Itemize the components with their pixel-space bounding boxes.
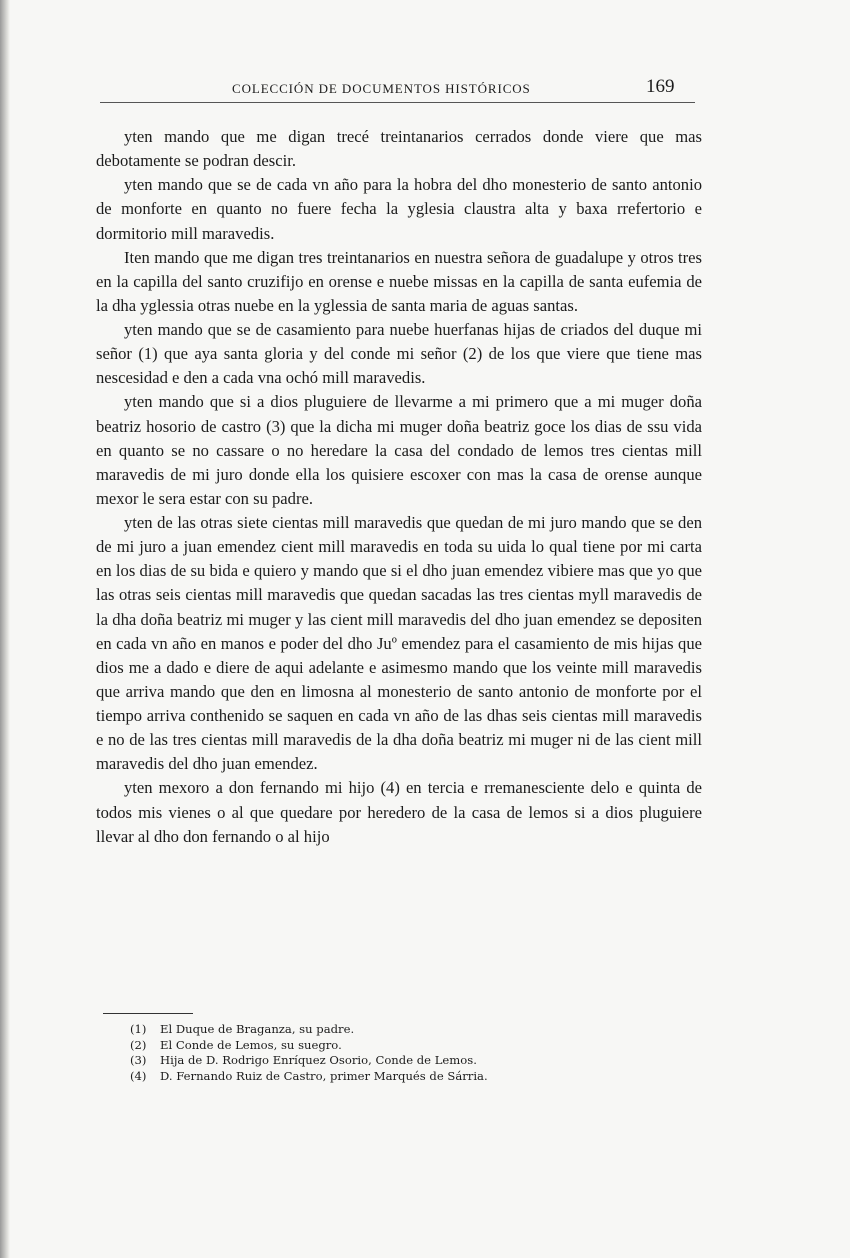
paragraph: yten mexoro a don fernando mi hijo (4) en tercia e rremanesciente delo e quinta de todos mis vienes o al que quedare por heredero de la casa de lemos si a dios pluguiere llevar al dho don fernando o al hijo	[96, 778, 702, 846]
footnote	[130, 1022, 650, 1038]
paragraph: yten mando que se de casamiento para nuebe huerfanas hijas de criados del duque mi señor (1) que aya santa gloria y del conde mi señor (2) de los que viere que tiene mas nescesidad e den a cada vna ochó mill maravedis.	[96, 320, 702, 388]
page-number: 169	[646, 76, 675, 97]
paragraph: yten mando que si a dios pluguiere de llevarme a mi primero que a mi muger doña beatriz hosorio de castro (3) que la dicha mi muger doña beatriz goce los dias de ssu vida en quanto se no cassare o no heredare la casa del condado de lemos tres cientas mill maravedis de mi juro donde ella los quisiere escoxer con mas la casa de orense aunque mexor le sera estar con su padre.	[96, 392, 702, 508]
paragraph: yten de las otras siete cientas mill maravedis que quedan de mi juro mando que se den de mi juro a juan emendez cient mill maravedis en toda su uida lo qual tiene por mi carta en los dias de su bida e quiero y mando que si el dho juan emendez vibiere mas que yo que las otras seis cientas mill maravedis que quedan sacadas las tres cientas myll maravedis de la dha doña beatriz mi muger y las cient mill maravedis del dho juan emendez se depositen en cada vn año en manos e poder del dho Juº emendez para el casamiento de mis hijas que dios me a dado e diere de aqui adelante e asimesmo mando que los veinte mill maravedis que arriva mando que den en limosna al monesterio de santo antonio de monforte por el tiempo arriva conthenido se saquen en cada vn año de las dhas seis cientas mill maravedis e no de las tres cientas mill maravedis de la dha doña beatriz mi muger ni de las cient mill maravedis del dho juan emendez.	[96, 513, 702, 774]
footnote	[130, 1038, 650, 1054]
footnote-number: (1)	[130, 1022, 147, 1036]
page-spine-shadow	[0, 0, 10, 1258]
paragraph: yten mando que me digan trecé treintanarios cerrados donde viere que mas debotamente se podran descir.	[96, 127, 702, 171]
footnote-text: D. Fernando Ruiz de Castro, primer Marqués de Sárria.	[160, 1068, 488, 1083]
footnote-separator	[103, 1013, 193, 1014]
footnote-text: El Duque de Braganza, su padre.	[160, 1022, 355, 1036]
footnotes	[130, 1022, 650, 1084]
footnote-number: (3)	[130, 1053, 147, 1067]
footnote	[130, 1053, 650, 1069]
body-text	[96, 125, 702, 849]
footnote-number: (4)	[130, 1068, 147, 1083]
paragraph: yten mando que se de cada vn año para la hobra del dho monesterio de santo antonio de monforte en quanto no fuere fecha la yglesia claustra alta y baxa rrefertorio e dormitorio mill maravedis.	[96, 175, 702, 243]
footnote-text: Hija de D. Rodrigo Enríquez Osorio, Conde de Lemos.	[160, 1053, 477, 1067]
footnote-number: (2)	[130, 1037, 147, 1052]
running-title: COLECCIÓN DE DOCUMENTOS HISTÓRICOS	[232, 81, 531, 96]
footnote	[130, 1069, 650, 1085]
footnote-text: El Conde de Lemos, su suegro.	[160, 1037, 342, 1052]
paragraph: Iten mando que me digan tres treintanarios en nuestra señora de guadalupe y otros tres en la capilla del santo cruzifijo en orense e nuebe missas en la capilla de santa eufemia de la dha yglessia otras nuebe en la yglessia de santa maria de aguas santas.	[96, 247, 702, 315]
running-header	[100, 76, 695, 103]
